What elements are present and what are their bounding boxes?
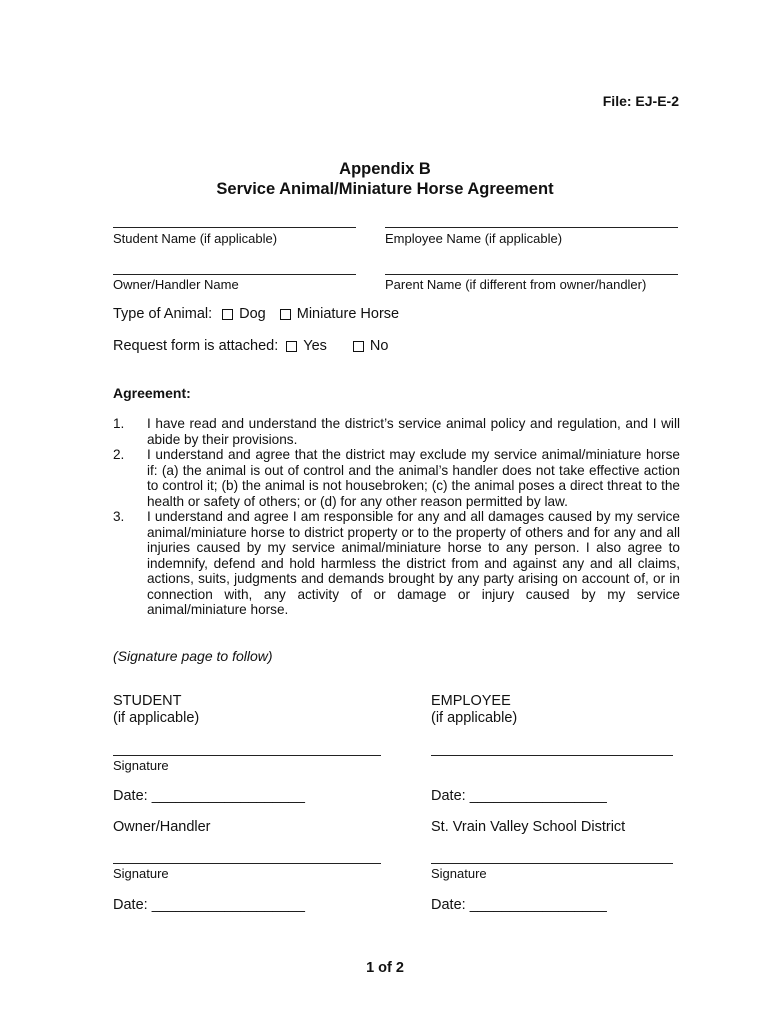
appendix-title: Appendix B xyxy=(339,160,431,178)
owner-signature-line[interactable] xyxy=(113,863,381,864)
student-signature-label: Signature xyxy=(113,758,169,773)
employee-heading: EMPLOYEE xyxy=(431,693,511,709)
page-number: 1 of 2 xyxy=(366,960,404,976)
animal-type-row xyxy=(113,306,399,322)
student-sub: (if applicable) xyxy=(113,710,200,726)
district-date-label: Date: xyxy=(431,897,466,913)
owner-date-label: Date: xyxy=(113,897,148,913)
item-number: 1. xyxy=(113,416,125,431)
item-number: 3. xyxy=(113,509,125,524)
student-date-blank[interactable]: ___________________ xyxy=(151,788,305,804)
agreement-list xyxy=(113,416,680,618)
agreement-item xyxy=(113,416,680,447)
request-form-label: Request form is attached: xyxy=(113,338,279,354)
item-text: I understand and agree I am responsible for any and all damages caused by my service animal/miniature horse to district property or to the property of others and for any and all injuries caused by my service animal/miniature horse to any person. I also agree to indemnify, defend and hold harmless the district from and against any and all claims, actions, suits, judgments and demands brought by any party arising on account of, or in connection with, any activity of or damage or injury caused by my service animal/miniature horse. xyxy=(147,509,680,617)
request-form-row xyxy=(113,338,388,354)
employee-name-label: Employee Name (if applicable) xyxy=(385,231,563,246)
yes-checkbox[interactable] xyxy=(286,341,297,352)
no-option-label: No xyxy=(369,338,389,354)
miniature-horse-checkbox[interactable] xyxy=(280,309,291,320)
file-reference: File: EJ-E-2 xyxy=(602,93,679,109)
dog-option-label: Dog xyxy=(239,306,266,322)
owner-date-blank[interactable]: ___________________ xyxy=(151,897,305,913)
no-checkbox[interactable] xyxy=(353,341,364,352)
employee-sub: (if applicable) xyxy=(431,710,518,726)
miniature-horse-option-label: Miniature Horse xyxy=(296,306,400,322)
agreement-heading: Agreement: xyxy=(113,385,191,401)
owner-handler-name-label: Owner/Handler Name xyxy=(113,277,239,292)
agreement-title: Service Animal/Miniature Horse Agreement xyxy=(216,180,554,198)
student-heading: STUDENT xyxy=(113,693,182,709)
agreement-item xyxy=(113,509,680,618)
item-number: 2. xyxy=(113,447,125,462)
parent-name-line[interactable] xyxy=(385,274,678,275)
student-date-label: Date: xyxy=(113,788,148,804)
yes-option-label: Yes xyxy=(303,338,327,354)
parent-name-label: Parent Name (if different from owner/handler) xyxy=(385,277,647,292)
item-text: I understand and agree that the district may exclude my service animal/miniature horse if: (a) the animal is out of control and the animal’s handler does not take effective action to control it; (b) the animal is not housebroken; (c) the animal poses a direct threat to the health or safety of others; or (d) for any other reason permitted by law. xyxy=(147,447,680,509)
dog-checkbox[interactable] xyxy=(222,309,233,320)
employee-name-line[interactable] xyxy=(385,227,678,228)
student-date-row[interactable] xyxy=(113,788,305,804)
owner-handler-name-line[interactable] xyxy=(113,274,356,275)
student-name-label: Student Name (if applicable) xyxy=(113,231,278,246)
item-text: I have read and understand the district’s service animal policy and regulation, and I will abide by their provisions. xyxy=(147,416,680,447)
student-signature-line[interactable] xyxy=(113,755,381,756)
employee-date-row[interactable] xyxy=(431,788,607,804)
agreement-item xyxy=(113,447,680,509)
owner-handler-heading: Owner/Handler xyxy=(113,819,211,835)
signature-note: (Signature page to follow) xyxy=(113,648,273,664)
employee-signature-line[interactable] xyxy=(431,755,673,756)
owner-signature-label: Signature xyxy=(113,866,169,881)
district-signature-line[interactable] xyxy=(431,863,673,864)
student-name-line[interactable] xyxy=(113,227,356,228)
employee-date-label: Date: xyxy=(431,788,466,804)
district-heading: St. Vrain Valley School District xyxy=(431,819,626,835)
district-date-row[interactable] xyxy=(431,897,607,913)
district-date-blank[interactable]: _________________ xyxy=(469,897,607,913)
owner-date-row[interactable] xyxy=(113,897,305,913)
district-signature-label: Signature xyxy=(431,866,487,881)
animal-type-label: Type of Animal: xyxy=(113,306,213,322)
employee-date-blank[interactable]: _________________ xyxy=(469,788,607,804)
